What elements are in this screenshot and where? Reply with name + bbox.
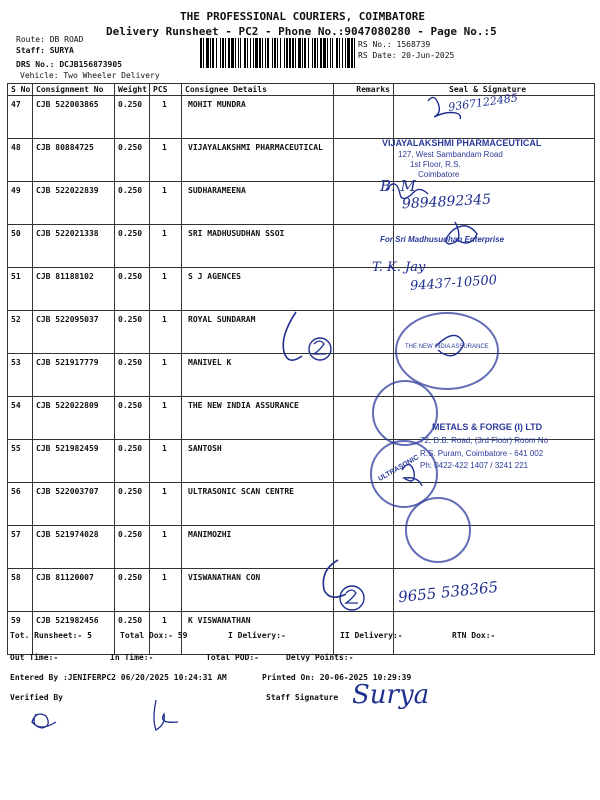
cell-sno: 51 (8, 268, 33, 311)
barcode-bar (235, 38, 236, 68)
col-remarks: Remarks (334, 84, 394, 96)
rtn-dox: RTN Dox:- (452, 631, 496, 640)
barcode-bar (336, 38, 338, 68)
ii-delivery: II Delivery:- (340, 631, 403, 640)
cell-pcs: 1 (150, 354, 182, 397)
col-consignee: Consignee Details (182, 84, 334, 96)
cell-pcs: 1 (150, 268, 182, 311)
barcode-bar (244, 38, 246, 68)
cell-consignee: MOHIT MUNDRA (182, 96, 334, 139)
cell-sno: 57 (8, 526, 33, 569)
stamp-ultrasonic-text: ULTRASONIC (377, 454, 421, 483)
col-weight: Weight (115, 84, 150, 96)
barcode-bar (225, 38, 226, 68)
barcode-bar (295, 38, 296, 68)
table-row (8, 526, 595, 569)
barcode-bar (222, 38, 224, 68)
cell-consignment-no: CJB 80884725 (33, 139, 115, 182)
cell-pcs: 1 (150, 483, 182, 526)
barcode-bar (203, 38, 204, 68)
table-row (8, 225, 595, 268)
stamp-metals-2: 72, D.B. Road, (3rd Floor) Room No (420, 436, 549, 445)
cell-consignee: ULTRASONIC SCAN CENTRE (182, 483, 334, 526)
cell-consignee: SRI MADHUSUDHAN SSOI (182, 225, 334, 268)
cell-pcs: 1 (150, 182, 182, 225)
cell-remarks (334, 311, 394, 354)
cell-pcs: 1 (150, 311, 182, 354)
barcode-bar (354, 38, 355, 68)
barcode-bar (332, 38, 333, 68)
cell-consignment-no: CJB 521917779 (33, 354, 115, 397)
cell-sno: 50 (8, 225, 33, 268)
barcode-bar (351, 38, 353, 68)
cell-consignee: VIJAYALAKSHMI PHARMACEUTICAL (182, 139, 334, 182)
cell-consignee: MANIMOZHI (182, 526, 334, 569)
cell-pcs: 1 (150, 526, 182, 569)
cell-weight: 0.250 (115, 354, 150, 397)
drs-number: DRS No.: DCJB156873905 (16, 60, 122, 69)
barcode-bar (228, 38, 230, 68)
cell-pcs: 1 (150, 569, 182, 612)
barcode-bar (259, 38, 261, 68)
barcode-bar (220, 38, 221, 68)
cell-weight: 0.250 (115, 268, 150, 311)
barcode-bar (330, 38, 331, 68)
barcode-bar (250, 38, 251, 68)
cell-sno: 48 (8, 139, 33, 182)
phone-58: 9655 538365 (397, 577, 499, 607)
table-row (8, 569, 595, 612)
table-row (8, 612, 595, 655)
barcode-bar (345, 38, 346, 68)
barcode (200, 38, 355, 68)
cell-pcs: 1 (150, 612, 182, 655)
cell-pcs: 1 (150, 440, 182, 483)
cell-consignment-no: CJB 81188102 (33, 268, 115, 311)
barcode-bar (312, 38, 313, 68)
stamp-new-india (395, 312, 499, 390)
barcode-bar (314, 38, 316, 68)
phone-51: 94437-10500 (409, 272, 498, 295)
delvy-points: Delvy Points:- (286, 653, 354, 662)
barcode-bar (206, 38, 209, 68)
cell-weight: 0.250 (115, 225, 150, 268)
barcode-bar (274, 38, 276, 68)
printed-on: Printed On: 20-06-2025 10:29:39 (262, 673, 412, 682)
verified-by: Verified By (10, 693, 63, 702)
cell-pcs: 1 (150, 225, 182, 268)
cell-consignment-no: CJB 522022839 (33, 182, 115, 225)
barcode-bar (277, 38, 278, 68)
cell-consignment-no: CJB 521982456 (33, 612, 115, 655)
cell-weight: 0.250 (115, 526, 150, 569)
col-pcs: PCS (150, 84, 182, 96)
cell-weight: 0.250 (115, 612, 150, 655)
col-seal: Seal & Signature (394, 84, 595, 96)
staff-signature-label: Staff Signature (266, 693, 339, 702)
barcode-bar (298, 38, 301, 68)
barcode-bar (339, 38, 340, 68)
barcode-bar (308, 38, 309, 68)
runsheet-subtitle: Delivery Runsheet - PC2 - Phone No.:9047080280 - Page No.:5 (106, 25, 497, 38)
barcode-bar (347, 38, 350, 68)
staff: Staff: SURYA (16, 46, 74, 55)
cell-sno: 54 (8, 397, 33, 440)
barcode-bar (304, 38, 306, 68)
cell-weight: 0.250 (115, 182, 150, 225)
barcode-bar (255, 38, 258, 68)
entered-by: Entered By :JENIFERPC2 06/20/2025 10:24:31 AM (10, 673, 227, 682)
stamp-madhusudhan: For Sri Madhusudhan Enterprise (380, 235, 505, 244)
cell-consignment-no: CJB 522003865 (33, 96, 115, 139)
stamp-round-2 (405, 497, 471, 563)
staff-handwritten-signature: Surya (352, 680, 430, 710)
stamp-vijayalakshmi-2: 127, West Sambandam Road (398, 150, 503, 159)
cell-consignment-no: CJB 521982459 (33, 440, 115, 483)
stamp-vijayalakshmi-1: VIJAYALAKSHMI PHARMACEUTICAL (382, 138, 542, 148)
barcode-bar (292, 38, 294, 68)
cell-consignee: VISWANATHAN CON (182, 569, 334, 612)
stamp-vijayalakshmi-3: 1st Floor, R.S. (410, 160, 461, 169)
cell-consignee: SANTOSH (182, 440, 334, 483)
runsheet-table (7, 83, 595, 655)
cell-remarks (334, 569, 394, 612)
name-49: B. M (380, 177, 416, 195)
table-row (8, 354, 595, 397)
cell-consignment-no: CJB 81120007 (33, 569, 115, 612)
cell-consignment-no: CJB 521974028 (33, 526, 115, 569)
barcode-bar (289, 38, 291, 68)
cell-weight: 0.250 (115, 440, 150, 483)
cell-weight: 0.250 (115, 96, 150, 139)
stamp-vijayalakshmi-4: Coimbatore (418, 170, 460, 179)
table-row (8, 268, 595, 311)
cell-consignee: SUDHARAMEENA (182, 182, 334, 225)
cell-weight: 0.250 (115, 311, 150, 354)
cell-consignee: ROYAL SUNDARAM (182, 311, 334, 354)
barcode-bar (327, 38, 328, 68)
barcode-bar (238, 38, 239, 68)
barcode-bar (320, 38, 322, 68)
cell-consignment-no: CJB 522003707 (33, 483, 115, 526)
cell-sno: 47 (8, 96, 33, 139)
barcode-bar (240, 38, 241, 68)
cell-sno: 58 (8, 569, 33, 612)
stamp-new-india-text: THE NEW INDIA ASSURANCE (405, 344, 489, 350)
phone-47: 9367122485 (447, 91, 519, 114)
cell-sno: 53 (8, 354, 33, 397)
cell-consignment-no: CJB 522022809 (33, 397, 115, 440)
barcode-bar (265, 38, 266, 68)
cell-pcs: 1 (150, 96, 182, 139)
table-row (8, 182, 595, 225)
barcode-bar (200, 38, 202, 68)
vehicle: Vehicle: Two Wheeler Delivery (20, 71, 160, 80)
cell-sno: 56 (8, 483, 33, 526)
tot-runsheet: Tot. Runsheet:- 5 (10, 631, 92, 640)
cell-weight: 0.250 (115, 139, 150, 182)
barcode-bar (216, 38, 217, 68)
table-row (8, 311, 595, 354)
barcode-bar (272, 38, 273, 68)
cell-remarks (334, 526, 394, 569)
cell-consignee: K VISWANATHAN (182, 612, 334, 655)
barcode-bar (323, 38, 326, 68)
stamp-metals-4: Ph: 0422-422 1407 / 3241 221 (420, 461, 529, 470)
cell-consignment-no: CJB 522095037 (33, 311, 115, 354)
phone-49: 9894892345 (401, 191, 492, 213)
route: Route: DB ROAD (16, 35, 84, 44)
cell-consignee: S J AGENCES (182, 268, 334, 311)
cell-consignee: MANIVEL K (182, 354, 334, 397)
barcode-bar (267, 38, 269, 68)
stamp-metals-1: METALS & FORGE (I) LTD (432, 422, 543, 432)
col-sno: S No (8, 84, 33, 96)
name-51: T. K. Jay (372, 260, 426, 275)
barcode-bar (342, 38, 343, 68)
cell-remarks (334, 96, 394, 139)
company-title: THE PROFESSIONAL COURIERS, COIMBATORE (180, 10, 426, 23)
cell-sno: 59 (8, 612, 33, 655)
col-consignment: Consignment No (33, 84, 115, 96)
total-pod: Total POD:- (206, 653, 259, 662)
barcode-bar (286, 38, 288, 68)
cell-weight: 0.250 (115, 569, 150, 612)
total-dox: Total Dox:- 59 (120, 631, 188, 640)
barcode-bar (253, 38, 254, 68)
i-delivery: I Delivery:- (228, 631, 286, 640)
verifier-signature-2 (154, 700, 178, 730)
barcode-bar (212, 38, 214, 68)
verifier-signature-1 (32, 714, 56, 728)
table-row (8, 483, 595, 526)
cell-pcs: 1 (150, 139, 182, 182)
in-time: In Time:- (110, 653, 154, 662)
cell-consignment-no: CJB 522021338 (33, 225, 115, 268)
barcode-bar (231, 38, 234, 68)
cell-pcs: 1 (150, 397, 182, 440)
cell-sno: 49 (8, 182, 33, 225)
rs-date: RS Date: 20-Jun-2025 (358, 51, 455, 60)
cell-consignee: THE NEW INDIA ASSURANCE (182, 397, 334, 440)
barcode-bar (280, 38, 281, 68)
barcode-bar (247, 38, 248, 68)
cell-sno: 52 (8, 311, 33, 354)
barcode-bar (284, 38, 285, 68)
barcode-bar (210, 38, 211, 68)
stamp-metals-3: R.S. Puram, Coimbatore - 641 002 (420, 449, 544, 458)
barcode-bar (302, 38, 303, 68)
cell-sno: 55 (8, 440, 33, 483)
table-row (8, 397, 595, 440)
cell-weight: 0.250 (115, 483, 150, 526)
cell-weight: 0.250 (115, 397, 150, 440)
barcode-bar (317, 38, 318, 68)
rs-number: RS No.: 1568739 (358, 40, 431, 49)
out-time: Out Time:- (10, 653, 59, 662)
barcode-bar (262, 38, 263, 68)
